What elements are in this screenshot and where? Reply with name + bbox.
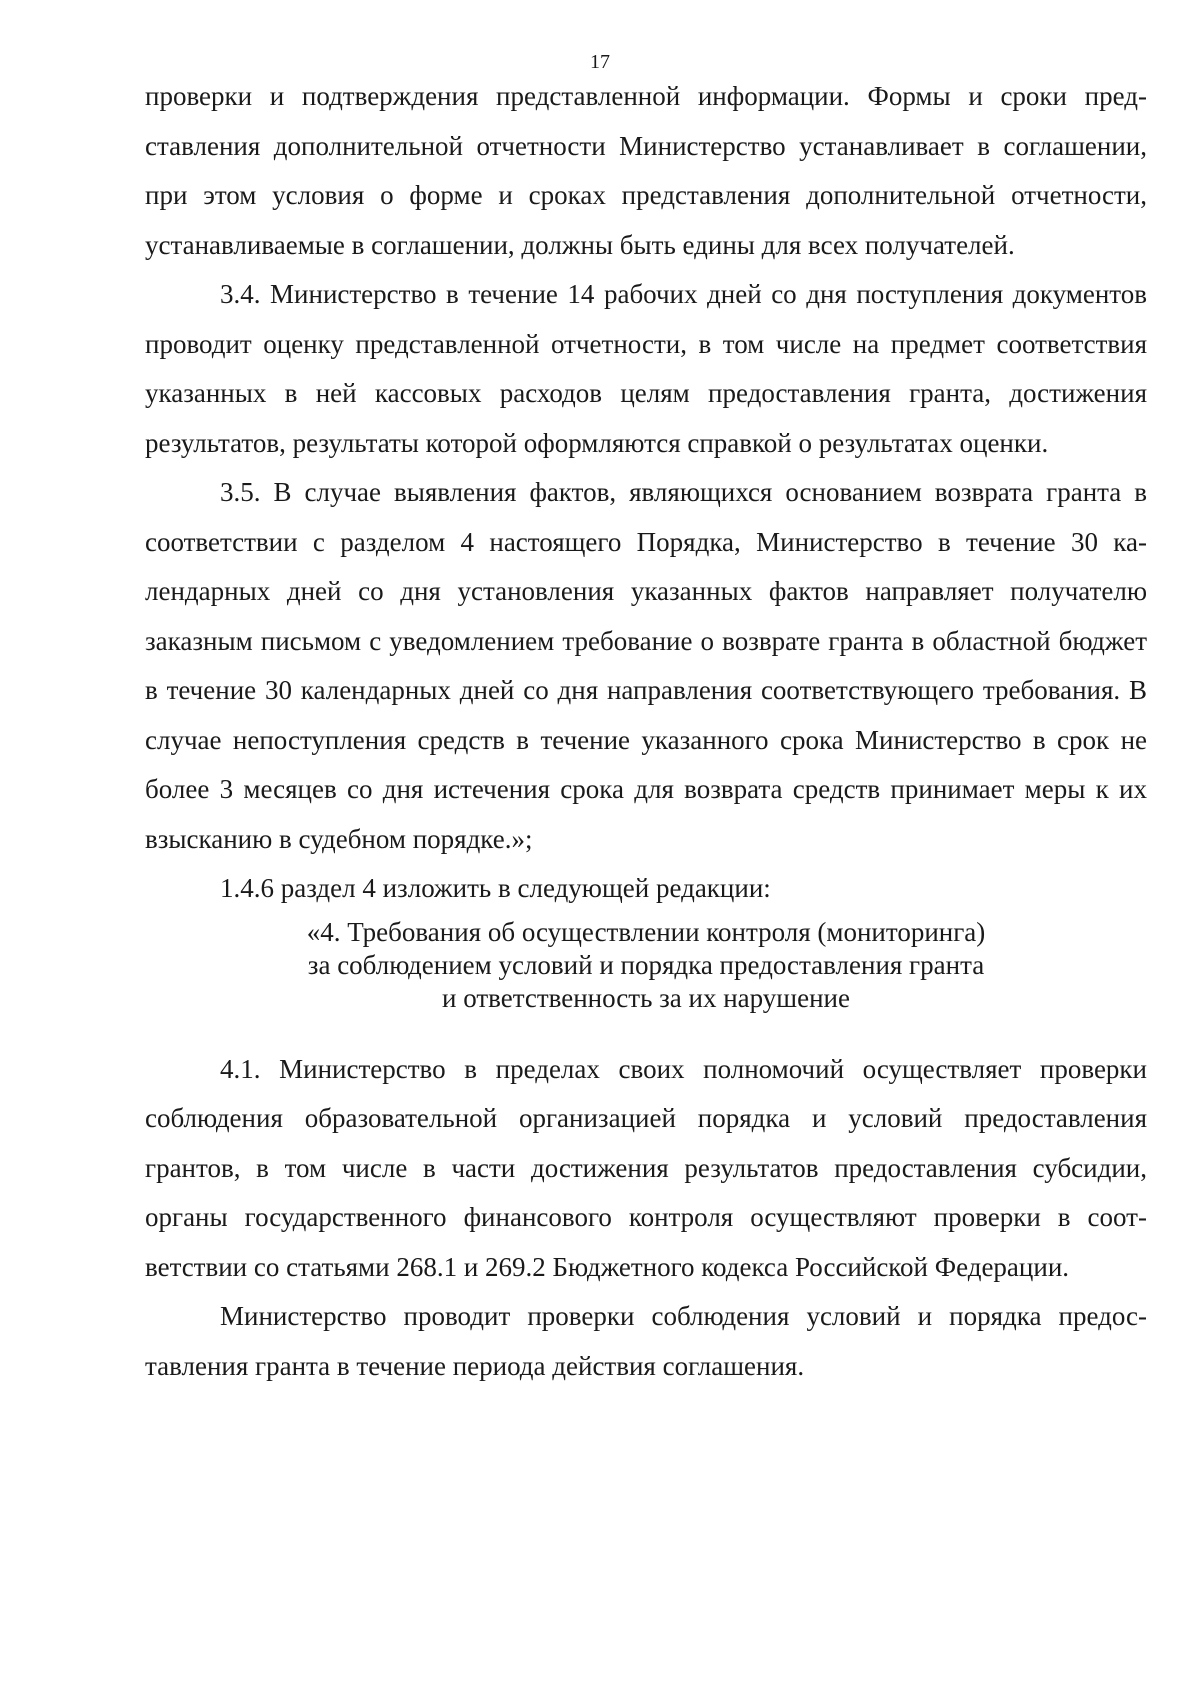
paragraph-ministry-checks: Министерство проводит проверки соблюдения условий и порядка предоставления гранта в течение периода действия соглашения. [145, 1301, 1147, 1381]
paragraph-3-5: 3.5. В случае выявления фактов, являющихся основанием возврата гранта в соответствии с разделом 4 настоящего Порядка, Министерство в течение 30 календарных дней со дня установления указанных фактов направляет получателю заказным письмом с уведомлением требование о возврате гранта в областной бюджет в течение 30 календарных дней со дня направления соответствующего требования. В случае непоступления средств в течение указанного срока Министерство в срок не более 3 месяцев со дня истечения срока для возврата средств принимает меры к их взысканию в судебном порядке.»; [145, 477, 1147, 854]
paragraph-3-4: 3.4. Министерство в течение 14 рабочих дней со дня поступления документов проводит оценку представленной отчетности, в том числе на предмет соответствия указанных в ней кассовых расходов целям предоставления гранта, достижения результатов, результаты которой оформляются справкой о результатах оценки. [145, 279, 1147, 458]
paragraph-4-1: 4.1. Министерство в пределах своих полномочий осуществляет проверки соблюдения образовательной организацией порядка и условий предоставления грантов, в том числе в части достижения результатов предоставления субсидии, органы государственного финансового контроля осуществляют проверки в соответствии со статьями 268.1 и 269.2 Бюджетного кодекса Российской Федерации. [145, 1053, 1147, 1282]
section-4-heading [145, 916, 1147, 1015]
section-heading-line-3: и ответственность за их нарушение [442, 982, 850, 1013]
section-heading-line-1: «4. Требования об осуществлении контроля (мониторинга) [306, 916, 986, 947]
section-heading-line-2: за соблюдением условий и порядка предоставления гранта [307, 949, 985, 980]
page-number: 17 [590, 51, 610, 73]
paragraph-continuation: проверки и подтверждения представленной информации. Формы и сроки представления дополнительной отчетности Министерство устанавливает в соглашении, при этом условия о форме и сроках представления дополнительной отчетности, устанавливаемые в соглашении, должны быть едины для всех получателей. [145, 81, 1147, 260]
paragraph-1-4-6: 1.4.6 раздел 4 изложить в следующей редакции: [220, 873, 771, 903]
document-body [145, 72, 1147, 1391]
